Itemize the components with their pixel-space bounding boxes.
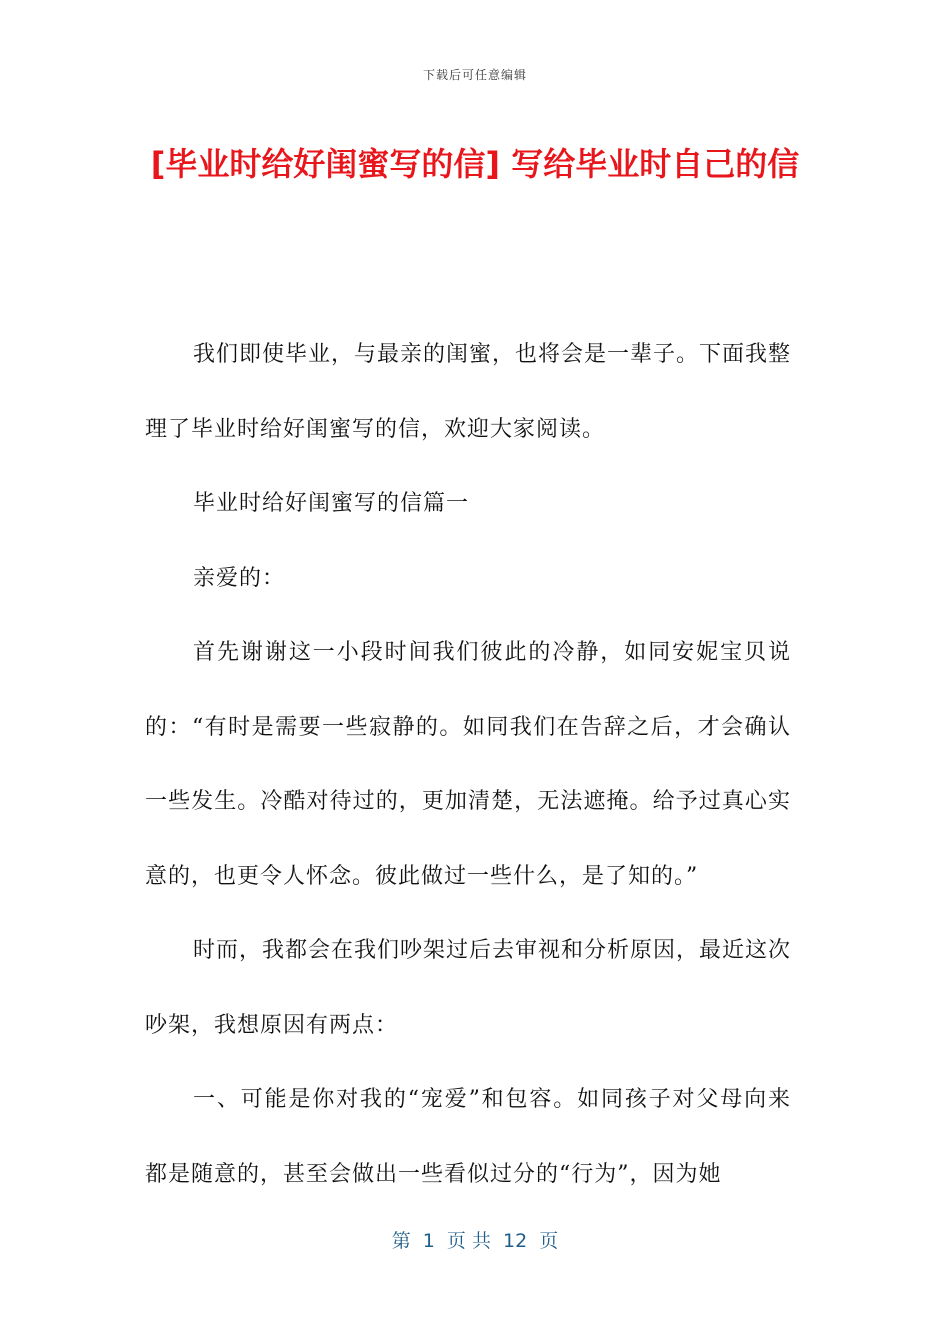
paragraph-intro: 我们即使毕业，与最亲的闺蜜，也将会是一辈子。下面我整理了毕业时给好闺蜜写的信，欢迎大家阅读。 [145, 342, 792, 442]
paragraph-body-3: 一、可能是你对我的“宠爱”和包容。如同孩子对父母向来都是随意的，甚至会做出一些看似过分的“行为”，因为她 [145, 1087, 791, 1187]
document-body [145, 318, 791, 1212]
document-title: [毕业时给好闺蜜写的信] 写给毕业时自己的信 [150, 145, 800, 183]
paragraph-salutation: 亲爱的： [193, 565, 286, 591]
header-note: 下载后可任意编辑 [422, 68, 527, 82]
paragraph-section-heading: 毕业时给好闺蜜写的信篇一 [193, 491, 470, 516]
page-number-footer: 第 1 页 共 12 页 [391, 1230, 559, 1252]
paragraph-body-2: 时而，我都会在我们吵架过后去审视和分析原因，最近这次吵架，我想原因有两点： [145, 938, 792, 1038]
paragraph-body-1: 首先谢谢这一小段时间我们彼此的冷静，如同安妮宝贝说的：“有时是需要一些寂静的。如同我们在告辞之后，才会确认一些发生。冷酷对待过的，更加清楚，无法遮掩。给予过真心实意的，也更令人怀念。彼此做过一些什么，是了知的。” [145, 640, 791, 889]
